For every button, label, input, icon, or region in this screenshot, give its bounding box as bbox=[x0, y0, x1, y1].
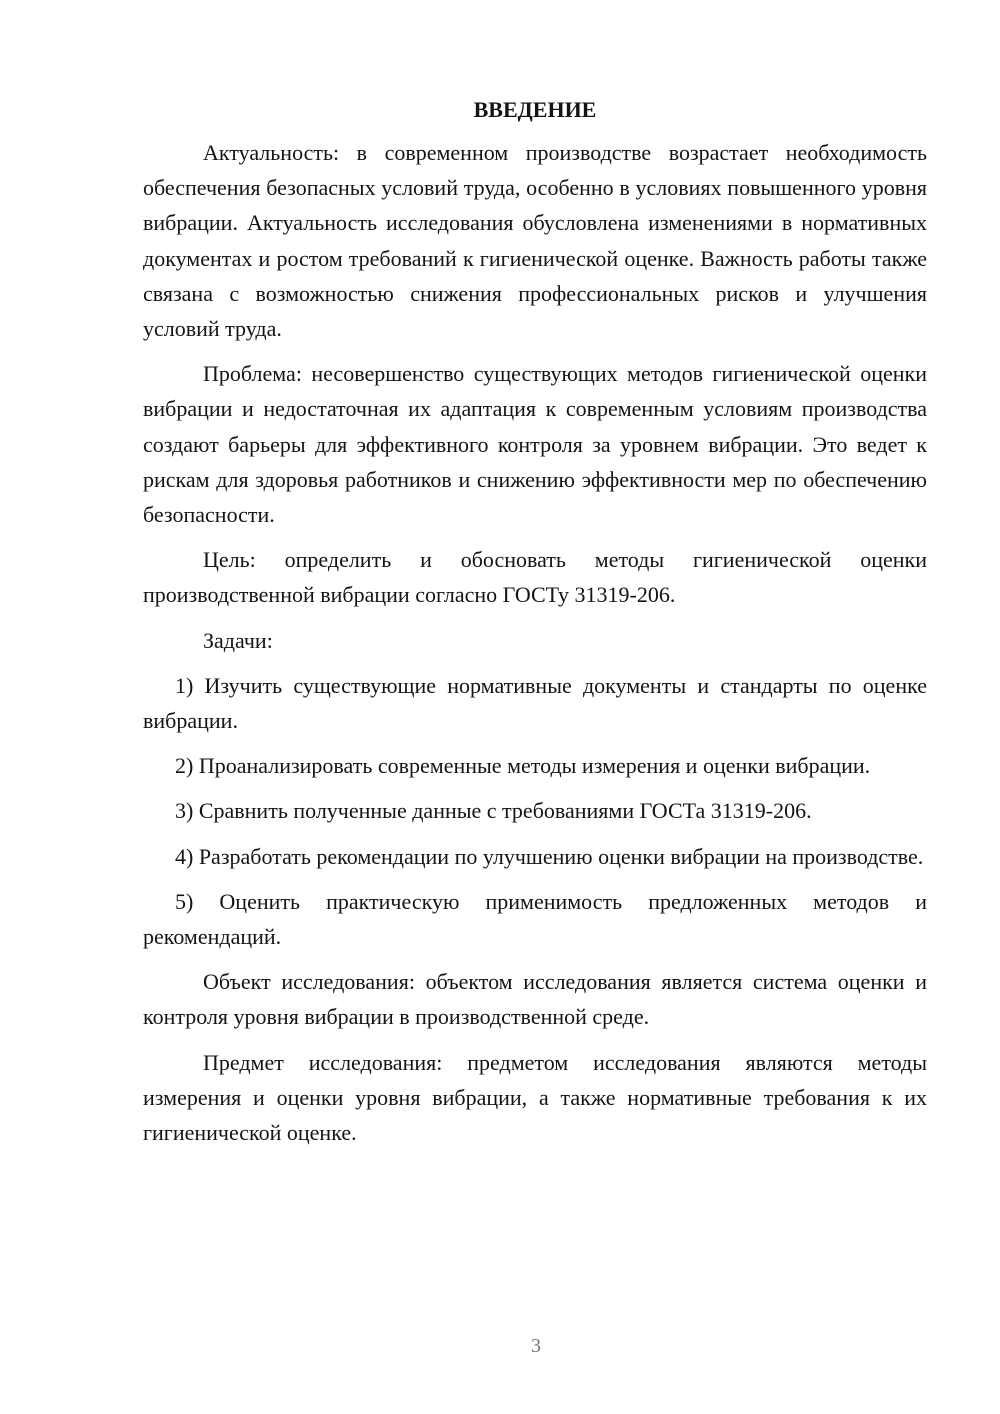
task-item-1: 1) Изучить существующие нормативные документы и стандарты по оценке вибрации. bbox=[143, 672, 927, 734]
task-item-2: 2) Проанализировать современные методы измерения и оценки вибрации. bbox=[175, 753, 871, 779]
tasks-heading: Задачи: bbox=[203, 627, 273, 653]
page-number: 3 bbox=[531, 1335, 541, 1357]
task-item-3: 3) Сравнить полученные данные с требованиями ГОСТа 31319-206. bbox=[175, 798, 812, 824]
page-content bbox=[143, 92, 927, 1160]
tasks-list bbox=[143, 668, 927, 954]
task-item-5: 5) Оценить практическую применимость предложенных методов и рекомендаций. bbox=[143, 888, 927, 950]
task-item-4: 4) Разработать рекомендации по улучшению оценки вибрации на производстве. bbox=[175, 843, 924, 869]
paragraph-subject: Предмет исследования: предметом исследования являются методы измерения и оценки уровня вибрации, а также нормативные требования к их гигиенической оценке. bbox=[143, 1049, 927, 1146]
paragraph-goal: Цель: определить и обосновать методы гигиенической оценки производственной вибрации согласно ГОСТу 31319-206. bbox=[143, 547, 927, 608]
paragraph-object: Объект исследования: объектом исследования является система оценки и контроля уровня вибрации в производственной среде. bbox=[143, 969, 927, 1030]
paragraph-relevance: Актуальность: в современном производстве возрастает необходимость обеспечения безопасных условий труда, особенно в условиях повышенного уровня вибрации. Актуальность исследования обусловлена изменениями в нормативных документах и ростом требований к гигиенической оценке. Важность работы также связана с возможностью снижения профессиональных рисков и улучшения условий труда. bbox=[143, 140, 927, 342]
section-title: ВВЕДЕНИЕ bbox=[473, 97, 597, 122]
paragraph-problem: Проблема: несовершенство существующих методов гигиенической оценки вибрации и недостаточная их адаптация к современным условиям производства создают барьеры для эффективного контроля за уровнем вибрации. Это ведет к рискам для здоровья работников и снижению эффективности мер по обеспечению безопасности. bbox=[143, 361, 927, 528]
